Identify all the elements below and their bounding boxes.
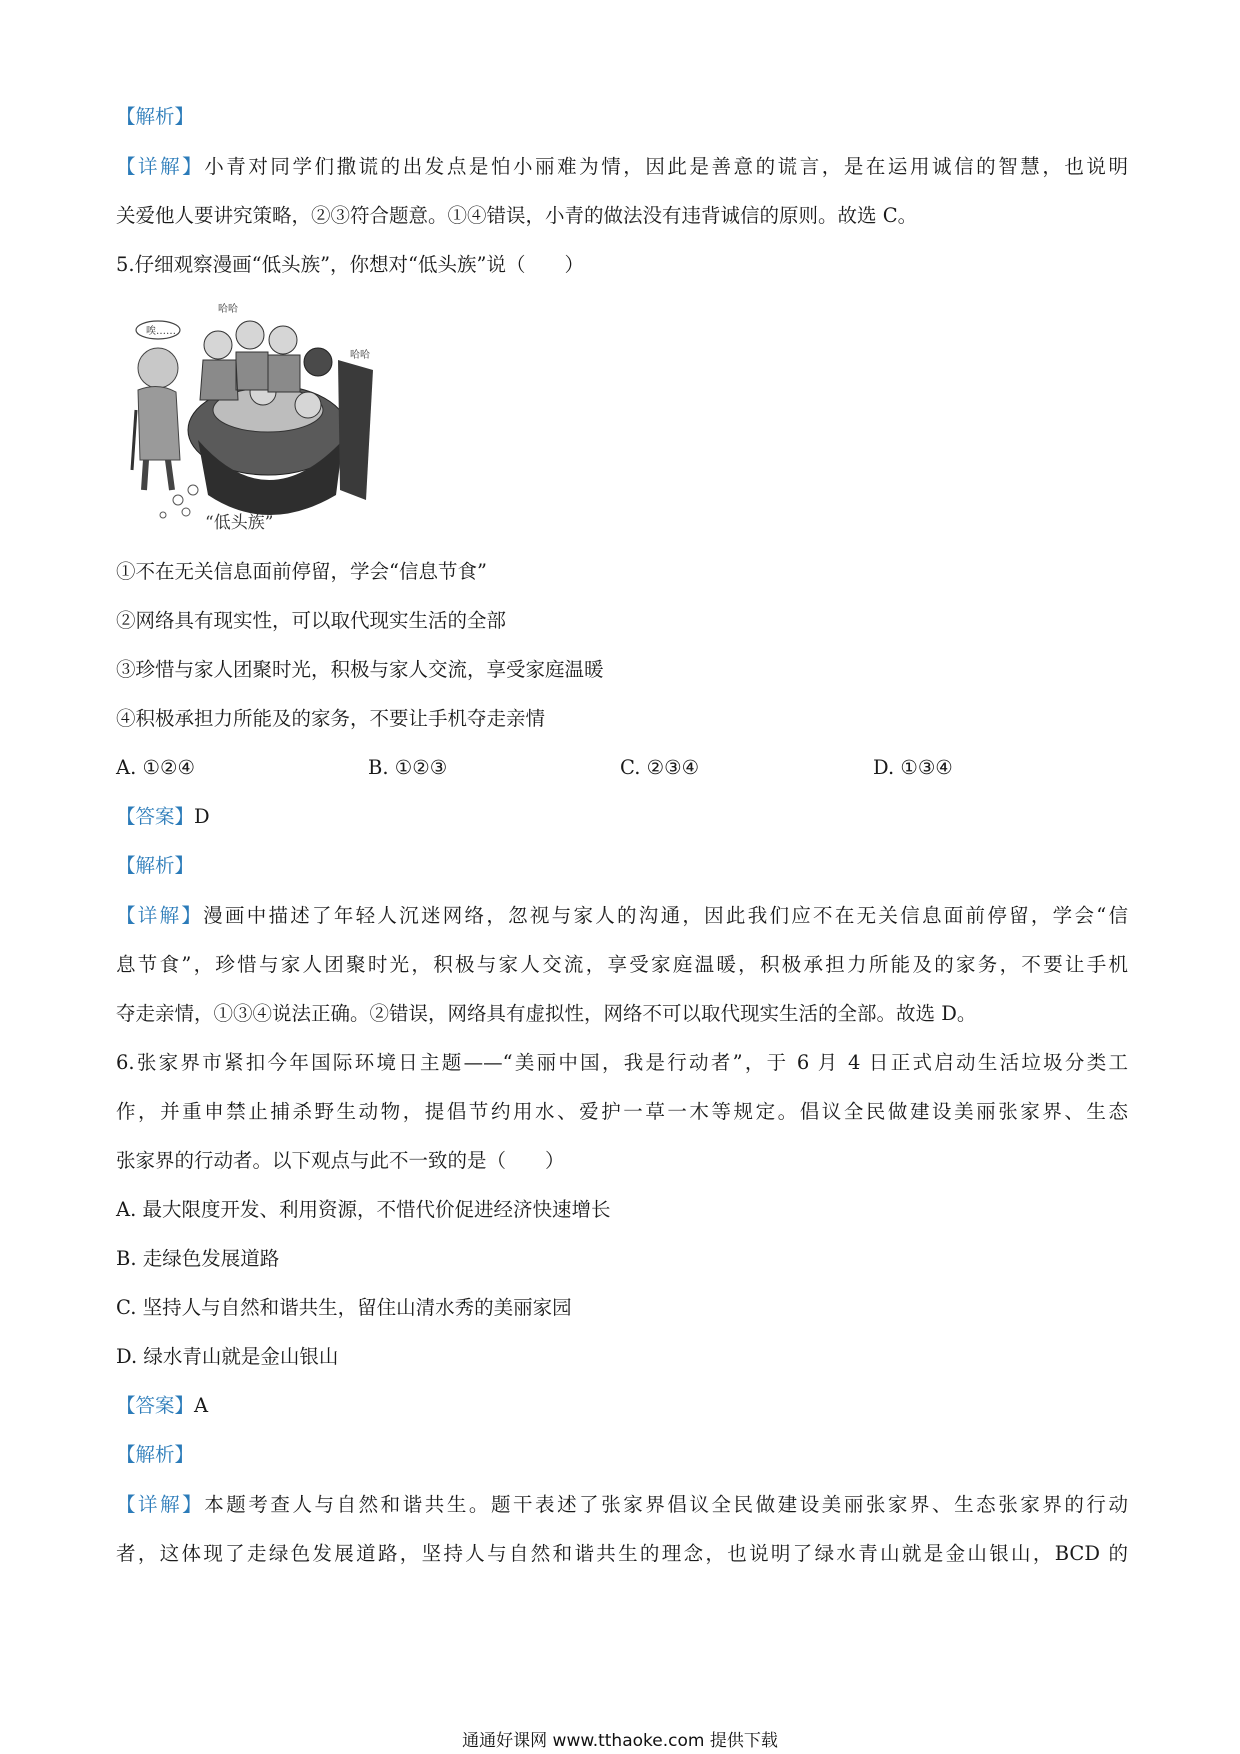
cartoon-bubble-laugh-2: 哈哈 bbox=[350, 350, 370, 361]
detail-text: 小青对同学们撒谎的出发点是怕小丽难为情，因此是善意的谎言，是在运用诚信的智慧，也说明 bbox=[204, 155, 1128, 178]
q6-option-b: B. 走绿色发展道路 bbox=[116, 1247, 280, 1270]
q5-answer bbox=[116, 803, 210, 831]
answer-tag: 【答案】 bbox=[116, 1394, 195, 1417]
q6-detail-line-1 bbox=[116, 1491, 1128, 1519]
cartoon-image bbox=[118, 300, 378, 530]
answer-value: A bbox=[194, 1394, 209, 1417]
statement-3: ③珍惜与家人团聚时光，积极与家人交流，享受家庭温暖 bbox=[116, 658, 604, 681]
question-6-stem-line-2: 作，并重申禁止捕杀野生动物，提倡节约用水、爱护一草一木等规定。倡议全民做建设美丽张家界、生态 bbox=[116, 1100, 1128, 1123]
q6-option-d: D. 绿水青山就是金山银山 bbox=[116, 1345, 339, 1368]
statement-2: ②网络具有现实性，可以取代现实生活的全部 bbox=[116, 609, 507, 632]
q5-detail-line-2: 息节食”，珍惜与家人团聚时光，积极与家人交流，享受家庭温暖，积极承担力所能及的家务，不要让手机 bbox=[116, 953, 1128, 976]
q5-option-a: A. ①②④ bbox=[116, 756, 195, 779]
q5-option-b: B. ①②③ bbox=[368, 756, 448, 779]
question-6-stem-line-3: 张家界的行动者。以下观点与此不一致的是（ ） bbox=[116, 1149, 565, 1172]
q6-option-a: A. 最大限度开发、利用资源，不惜代价促进经济快速增长 bbox=[116, 1198, 611, 1221]
question-5-stem: 5.仔细观察漫画“低头族”，你想对“低头族”说（ ） bbox=[116, 253, 584, 276]
analysis-tag: 【解析】 bbox=[116, 854, 195, 877]
answer-tag: 【答案】 bbox=[116, 805, 195, 828]
analysis-tag: 【解析】 bbox=[116, 1443, 195, 1466]
analysis-tag: 【解析】 bbox=[116, 105, 195, 128]
q5-detail-line-1 bbox=[116, 902, 1128, 930]
q5-option-d: D. ①③④ bbox=[873, 756, 953, 779]
q6-option-c: C. 坚持人与自然和谐共生，留住山清水秀的美丽家园 bbox=[116, 1296, 572, 1319]
page-footer: 通通好课网 www.tthaoke.com 提供下载 bbox=[462, 1731, 778, 1751]
detail-text: 本题考查人与自然和谐共生。题干表述了张家界倡议全民做建设美丽张家界、生态张家界的行动 bbox=[204, 1493, 1128, 1516]
detail-tag: 【详解】 bbox=[116, 904, 204, 927]
statement-4: ④积极承担力所能及的家务，不要让手机夺走亲情 bbox=[116, 707, 546, 730]
cartoon-caption: “低头族” bbox=[205, 513, 274, 533]
q5-detail-line-3: 夺走亲情，①③④说法正确。②错误，网络具有虚拟性，网络不可以取代现实生活的全部。故选 D。 bbox=[116, 1002, 977, 1025]
q6-detail-line-2: 者，这体现了走绿色发展道路，坚持人与自然和谐共生的理念，也说明了绿水青山就是金山银山，BCD 的 bbox=[116, 1542, 1128, 1565]
q5-option-c: C. ②③④ bbox=[620, 756, 700, 779]
detail-tag: 【详解】 bbox=[116, 1493, 205, 1516]
statement-1: ①不在无关信息面前停留，学会“信息节食” bbox=[116, 560, 487, 583]
answer-value: D bbox=[194, 805, 210, 828]
q6-answer bbox=[116, 1392, 208, 1420]
detail-tag: 【详解】 bbox=[116, 155, 205, 178]
cartoon-bubble-sigh: 唉…… bbox=[146, 326, 176, 337]
detail-text-line: 关爱他人要讲究策略，②③符合题意。①④错误，小青的做法没有违背诚信的原则。故选 C。 bbox=[116, 204, 918, 227]
cartoon-bubble-laugh-1: 哈哈 bbox=[218, 304, 238, 315]
detail-paragraph-line bbox=[116, 153, 1128, 181]
question-6-stem-line-1: 6.张家界市紧扣今年国际环境日主题——“美丽中国，我是行动者”，于 6 月 4 日正式启动生活垃圾分类工 bbox=[116, 1051, 1128, 1074]
detail-text: 漫画中描述了年轻人沉迷网络，忽视与家人的沟通，因此我们应不在无关信息面前停留，学会“信 bbox=[203, 904, 1128, 927]
